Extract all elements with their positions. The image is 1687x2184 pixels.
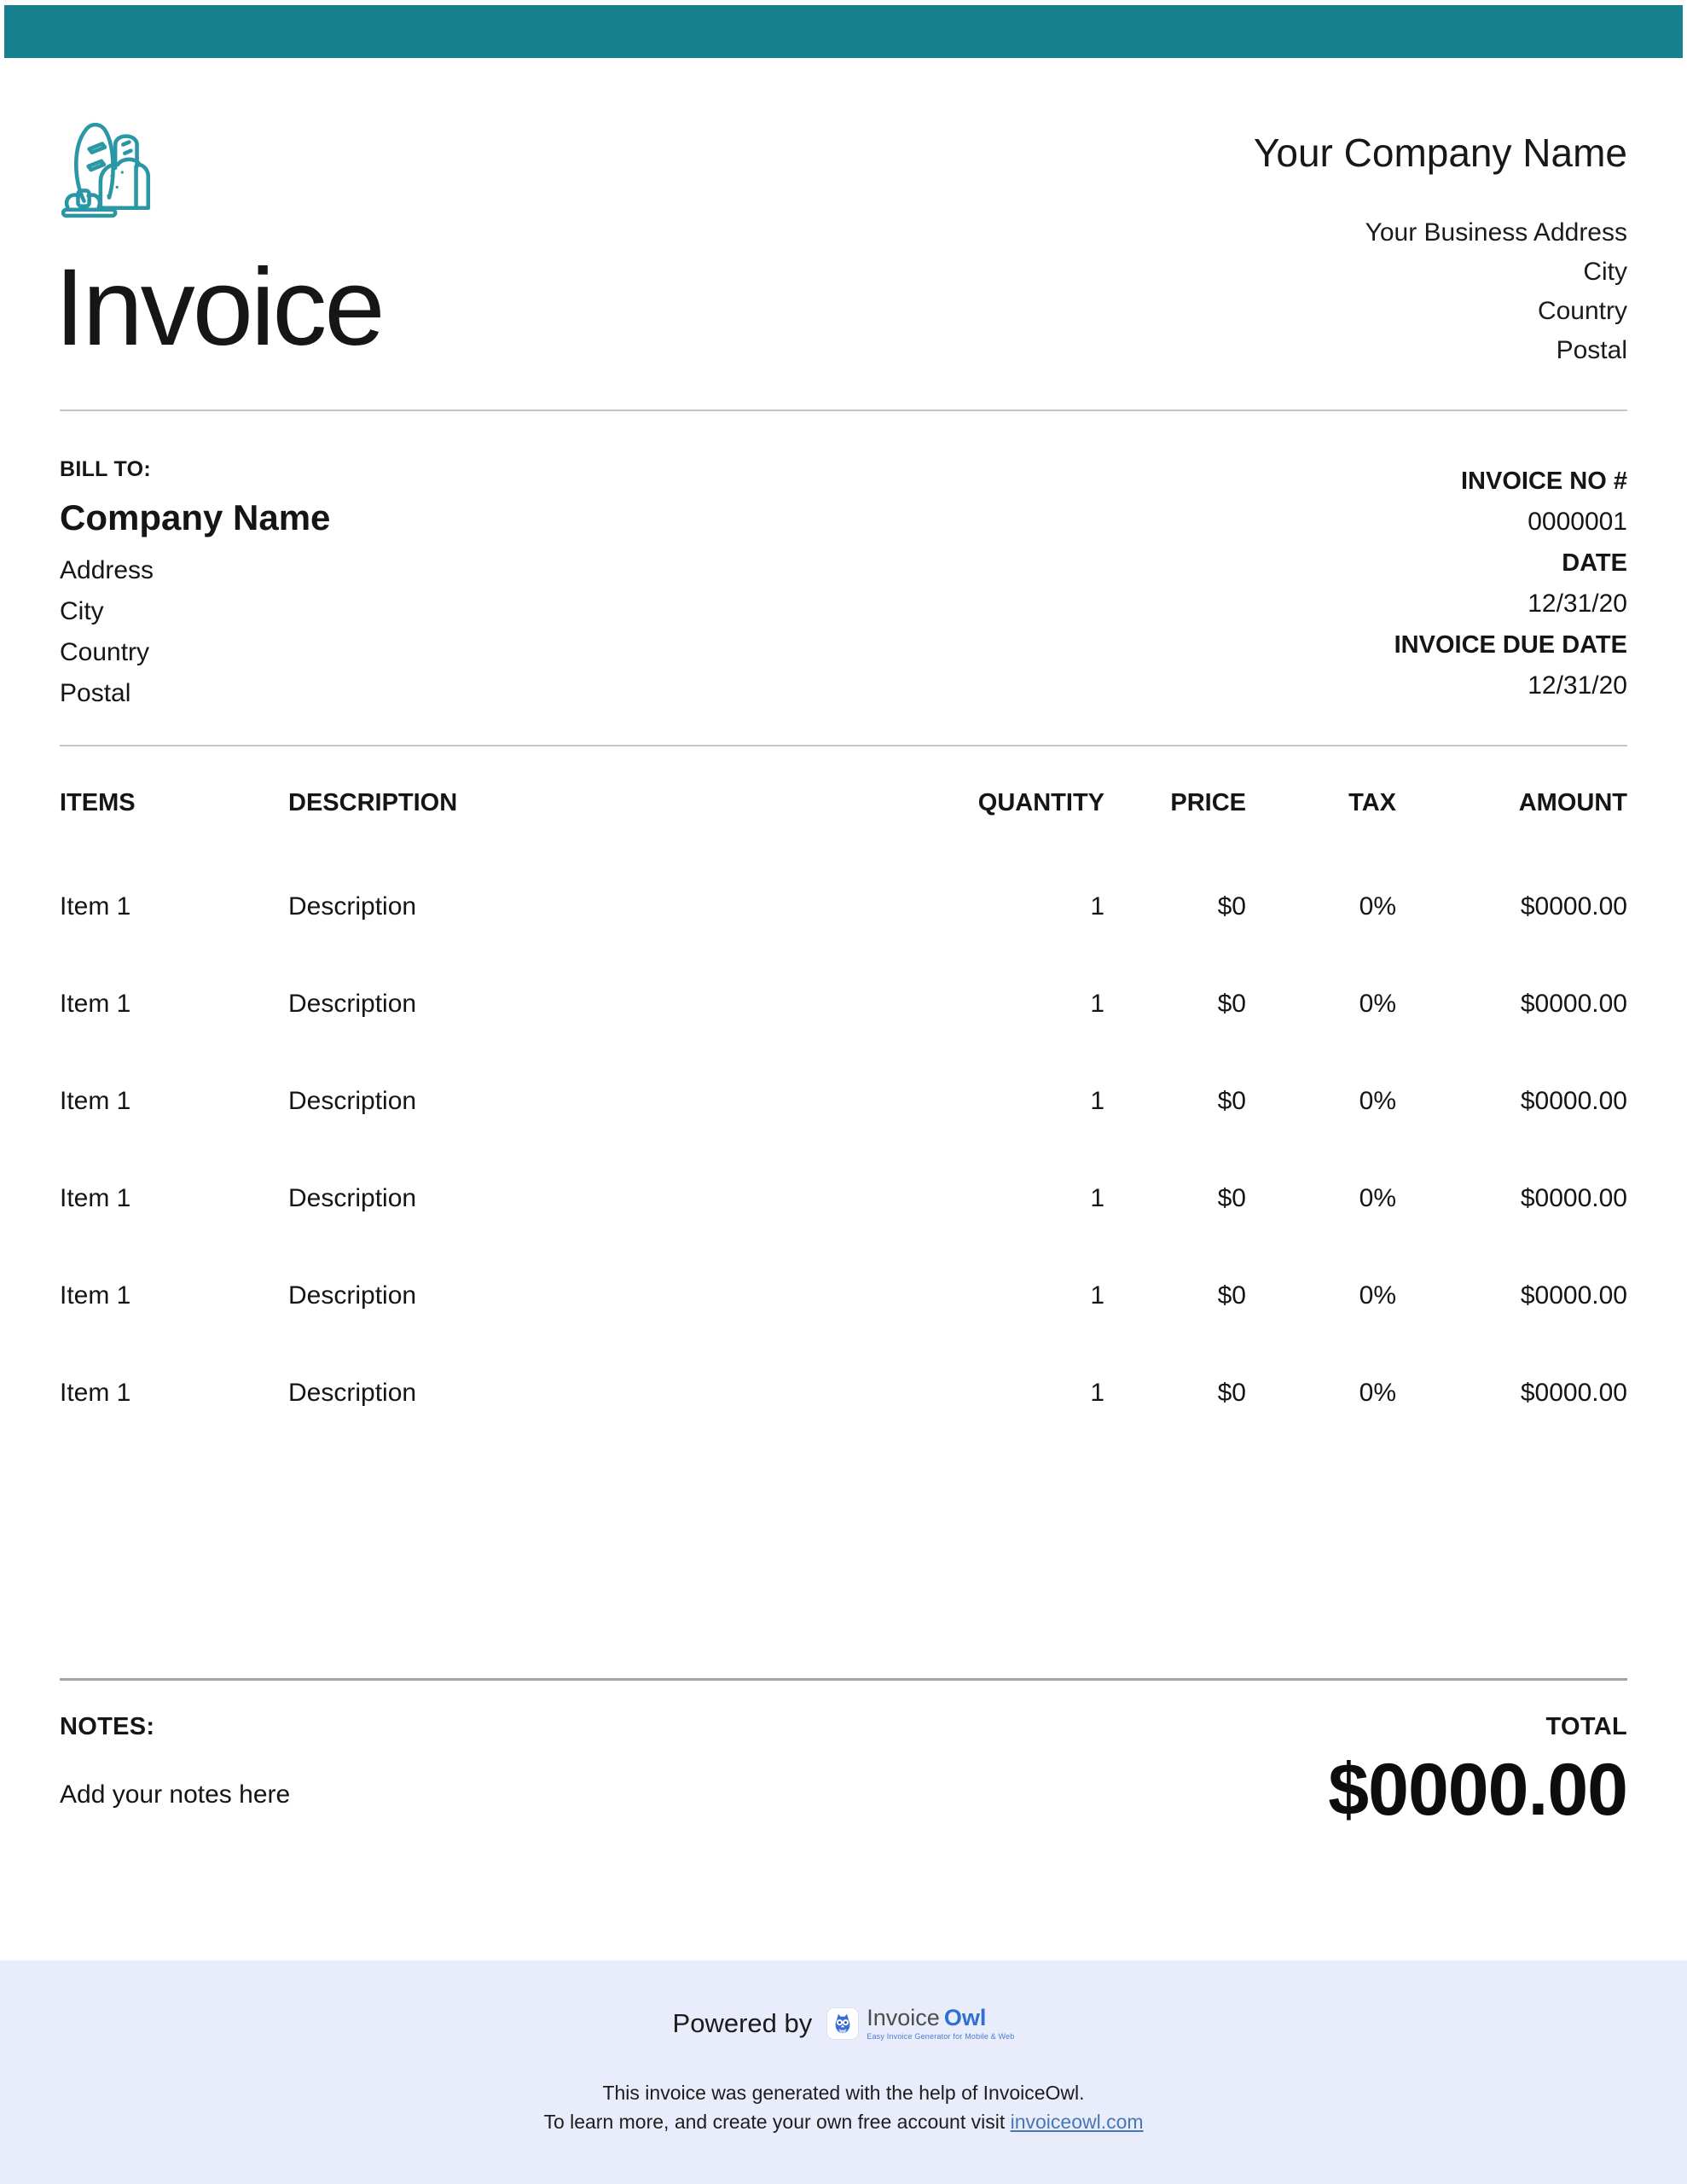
column-header-tax: TAX — [1348, 789, 1396, 816]
description-cell: Description — [288, 892, 417, 921]
quantity-cell: 1 — [1090, 1184, 1104, 1212]
invoiceowl-logo — [827, 2007, 1014, 2041]
description-cell: Description — [288, 1087, 417, 1115]
tax-cell: 0% — [1359, 1379, 1396, 1407]
powered-by-row — [0, 1960, 1687, 2041]
wordmark-invoice: Invoice — [867, 2005, 940, 2030]
description-cell: Description — [288, 990, 417, 1018]
invoice-number-label: INVOICE NO # — [1461, 468, 1627, 495]
footer-generated-text: This invoice was generated with the help of InvoiceOwl. — [602, 2082, 1085, 2104]
amount-cell: $0000.00 — [1520, 892, 1627, 921]
summary-divider — [60, 1678, 1627, 1681]
quantity-cell: 1 — [1090, 1281, 1104, 1310]
table-row — [60, 1247, 1627, 1345]
powered-by-label: Powered by — [672, 2008, 813, 2038]
invoiceowl-footer — [0, 1960, 1687, 2184]
invoice-header — [55, 118, 1627, 370]
items-table — [60, 746, 1627, 1442]
item-cell: Item 1 — [60, 1184, 131, 1212]
invoice-body — [0, 58, 1687, 1960]
bakery-bread-icon — [60, 118, 383, 222]
price-cell: $0 — [1217, 1379, 1246, 1407]
table-row — [60, 1053, 1627, 1150]
company-info — [1254, 118, 1627, 370]
company-logo — [55, 118, 383, 370]
invoice-due-date-label: INVOICE DUE DATE — [1394, 631, 1627, 659]
item-cell: Item 1 — [60, 892, 131, 921]
tax-cell: 0% — [1359, 1184, 1396, 1212]
column-header-description: DESCRIPTION — [288, 789, 458, 816]
invoice-number-value: 0000001 — [1528, 508, 1627, 536]
price-cell: $0 — [1217, 1281, 1246, 1310]
quantity-cell: 1 — [1090, 990, 1104, 1018]
notes-label: NOTES: — [60, 1713, 155, 1740]
bill-to-address-line: Postal — [60, 679, 131, 707]
price-cell: $0 — [1217, 1184, 1246, 1212]
summary-bottom-space — [60, 1833, 1627, 1960]
bill-to-label: BILL TO: — [60, 457, 152, 481]
table-row — [60, 1345, 1627, 1442]
footer-learn-more-text — [0, 2111, 1687, 2134]
bill-to-address-line: Country — [60, 638, 150, 666]
amount-cell: $0000.00 — [1520, 1379, 1627, 1407]
invoiceowl-tagline: Easy Invoice Generator for Mobile & Web — [867, 2032, 1015, 2041]
table-row — [60, 858, 1627, 956]
price-cell: $0 — [1217, 990, 1246, 1018]
company-address-line: City — [1583, 258, 1627, 286]
bill-to-block — [60, 457, 330, 714]
invoiceowl-wordmark — [867, 2007, 1014, 2041]
invoice-date-label: DATE — [1562, 549, 1627, 577]
table-row — [60, 956, 1627, 1053]
company-name: Your Company Name — [1253, 131, 1627, 175]
amount-cell: $0000.00 — [1520, 1281, 1627, 1310]
table-bottom-space — [60, 1442, 1627, 1678]
company-address-line: Country — [1537, 297, 1627, 325]
invoiceowl-link[interactable]: invoiceowl.com — [1010, 2111, 1144, 2133]
total-label: TOTAL — [1545, 1713, 1627, 1740]
header-divider — [60, 410, 1627, 411]
column-header-amount: AMOUNT — [1518, 789, 1627, 816]
item-cell: Item 1 — [60, 990, 131, 1018]
amount-cell: $0000.00 — [1520, 990, 1627, 1018]
price-cell: $0 — [1217, 892, 1246, 921]
column-header-price: PRICE — [1170, 789, 1246, 816]
tax-cell: 0% — [1359, 1281, 1396, 1310]
notes-text: Add your notes here — [60, 1780, 291, 1809]
table-row — [60, 1150, 1627, 1247]
company-address-line: Postal — [1556, 336, 1627, 364]
notes-block — [60, 1713, 290, 1833]
footer-learn-more-prefix: To learn more, and create your own free account visit — [543, 2111, 1011, 2133]
quantity-cell: 1 — [1090, 1379, 1104, 1407]
column-header-quantity: QUANTITY — [977, 789, 1104, 816]
invoice-date-value: 12/31/20 — [1528, 590, 1627, 618]
amount-cell: $0000.00 — [1520, 1087, 1627, 1115]
description-cell: Description — [288, 1281, 417, 1310]
billing-section — [60, 457, 1627, 714]
items-table-header-row — [60, 746, 1627, 858]
quantity-cell: 1 — [1090, 892, 1104, 921]
description-cell: Description — [288, 1379, 417, 1407]
quantity-cell: 1 — [1090, 1087, 1104, 1115]
summary-section — [60, 1713, 1627, 1833]
wordmark-owl: Owl — [943, 2005, 987, 2030]
company-address-line: Your Business Address — [1365, 218, 1627, 247]
total-block — [1328, 1713, 1627, 1833]
description-cell: Description — [288, 1184, 417, 1212]
invoice-due-date-value: 12/31/20 — [1528, 671, 1627, 700]
invoice-title: Invoice — [55, 247, 383, 369]
column-header-items: ITEMS — [60, 789, 136, 816]
bill-to-address — [60, 550, 330, 714]
owl-icon — [827, 2008, 858, 2039]
bill-to-address-line: City — [60, 597, 104, 625]
item-cell: Item 1 — [60, 1379, 131, 1407]
tax-cell: 0% — [1359, 892, 1396, 921]
bill-to-company-name: Company Name — [60, 497, 331, 537]
bill-to-address-line: Address — [60, 556, 154, 584]
item-cell: Item 1 — [60, 1281, 131, 1310]
price-cell: $0 — [1217, 1087, 1246, 1115]
item-cell: Item 1 — [60, 1087, 131, 1115]
company-address — [1254, 213, 1627, 370]
top-accent-bar — [4, 5, 1683, 58]
total-value: $0000.00 — [1328, 1749, 1627, 1831]
tax-cell: 0% — [1359, 990, 1396, 1018]
amount-cell: $0000.00 — [1520, 1184, 1627, 1212]
invoice-meta — [1394, 457, 1627, 714]
tax-cell: 0% — [1359, 1087, 1396, 1115]
